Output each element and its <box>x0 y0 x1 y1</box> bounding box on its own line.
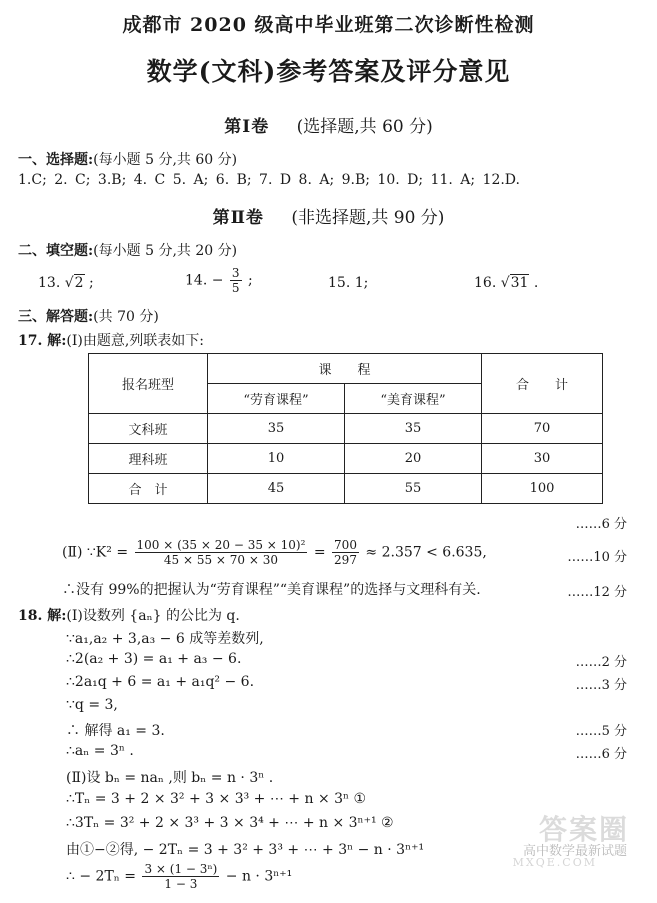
watermark-channel: 高中数学最新试题 <box>522 844 627 859</box>
section-2-title: 二、填空题: <box>18 243 94 259</box>
section-1-title: 一、选择题: <box>18 152 94 168</box>
q18-line-8: ∴Tₙ = 3 + 2 × 3² + 3 × 3³ + ⋯ + n × 3ⁿ ① <box>66 791 367 807</box>
q17-number: 17. 解: <box>18 333 67 349</box>
score-6-q17: ……6 分 <box>575 517 627 532</box>
cell-art: 35 <box>345 414 482 444</box>
cell-labor: 45 <box>208 474 345 504</box>
q18-line-2: ∴2(a₂ + 3) = a₁ + a₃ − 6. <box>66 651 242 667</box>
cell-art: 20 <box>345 444 482 474</box>
q18-heading <box>18 605 240 625</box>
q18-line-3: ∴2a₁q + 6 = a₁ + a₁q² − 6. <box>66 674 255 690</box>
q18-number: 18. 解: <box>18 608 67 624</box>
section-2-heading <box>18 240 237 260</box>
volume-2-name: 第Ⅱ卷 <box>212 208 264 228</box>
table-row <box>89 444 603 474</box>
chi-square-fraction: $\frac{\text{100 × (35 × 20 − 35 × 10)²}}{45 \times 55 \times 70 \times 30}$ <box>136 538 306 567</box>
row-label: 文科班 <box>89 414 208 444</box>
score-12-q17: ……12 分 <box>567 585 627 600</box>
fraction-3-5: $\frac{3}{5}$ <box>231 266 240 295</box>
document-subtitle: 数学(文科)参考答案及评分意见 <box>146 57 511 86</box>
q17-conclusion: ∴没有 99%的把握认为“劳育课程”“美育课程”的选择与文理科有关. <box>62 582 481 598</box>
header-course: 课 程 <box>208 354 482 384</box>
cell-art: 55 <box>345 474 482 504</box>
score-2-q18: ……2 分 <box>575 655 627 670</box>
volume-1-name: 第Ⅰ卷 <box>224 117 270 137</box>
fraction-700-297: $\frac{700}{297}$ <box>334 538 357 567</box>
table-row <box>89 474 603 504</box>
q18-line-9: ∴3Tₙ = 3² + 2 × 3³ + 3 × 3⁴ + ⋯ + n × 3ⁿ⁺¹ ② <box>66 815 394 831</box>
section-3-title: 三、解答题: <box>18 309 94 325</box>
volume-1-heading <box>0 112 657 137</box>
score-6-q18: ……6 分 <box>575 747 627 762</box>
cell-total: 70 <box>482 414 603 444</box>
score-10-q17: ……10 分 <box>567 550 627 565</box>
q18-intro: (Ⅰ)设数列 {aₙ} 的公比为 q. <box>66 608 240 624</box>
header-class-type: 报名班型 <box>89 354 208 414</box>
q17-intro: (Ⅰ)由题意,列联表如下: <box>66 333 205 349</box>
sqrt-31: 31 <box>510 275 529 291</box>
volume-2-heading <box>0 203 657 228</box>
q18-line-11: ∴ − 2Tₙ = $\frac{\text{3 × (1 − 3ⁿ)}}{1 - 3}$ − n · 3ⁿ⁺¹ <box>66 862 293 891</box>
header-total: 合 计 <box>482 354 603 414</box>
section-1-heading <box>18 149 237 169</box>
section-1-note: (每小题 5 分,共 60 分) <box>93 152 238 168</box>
q18-line-5: ∴ 解得 a₁ = 3. <box>66 723 165 739</box>
header-labor-course: “劳育课程” <box>208 384 345 414</box>
header-art-course: “美育课程” <box>345 384 482 414</box>
watermark <box>467 808 637 868</box>
section-3-note: (共 70 分) <box>93 309 159 325</box>
sqrt-2: 2 <box>74 275 84 291</box>
q18-line-7: (Ⅱ)设 bₙ = naₙ ,则 bₙ = n · 3ⁿ . <box>66 770 274 786</box>
watermark-badge: 答案圈 <box>538 813 629 846</box>
geometric-sum-fraction: $\frac{\text{3 × (1 − 3ⁿ)}}{1 - 3}$ <box>144 862 218 891</box>
fill-answer-16: 16. √31 . <box>474 275 539 291</box>
q18-line-4: ∵q = 3, <box>66 697 118 713</box>
q17-heading <box>18 330 204 350</box>
cell-total: 30 <box>482 444 603 474</box>
row-label: 理科班 <box>89 444 208 474</box>
mc-answers: 1.C; 2. C; 3.B; 4. C 5. A; 6. B; 7. D 8. A; 9.B; 10. D; 11. A; 12.D. <box>18 172 520 188</box>
cell-labor: 35 <box>208 414 345 444</box>
contingency-table <box>88 353 603 504</box>
chi-square-formula: (Ⅱ) ∵K² = $\frac{\text{100 × (35 × 20 − 35 × 10)²}}{45 \times 55 \times 70 \times 30}$ = $\frac{700}{297}$ ≈ 2.357 < 6.635, <box>62 538 487 567</box>
score-3-q18: ……3 分 <box>575 678 627 693</box>
section-3-heading <box>18 306 159 326</box>
q18-line-1: ∵a₁,a₂ + 3,a₃ − 6 成等差数列, <box>66 631 264 647</box>
volume-1-note: (选择题,共 60 分) <box>296 117 433 137</box>
table-row <box>89 414 603 444</box>
q18-line-6: ∴aₙ = 3ⁿ . <box>66 743 134 759</box>
section-2-note: (每小题 5 分,共 20 分) <box>93 243 238 259</box>
volume-2-note: (非选择题,共 90 分) <box>291 208 445 228</box>
fill-answer-13: 13. √2 ; <box>38 275 94 291</box>
score-5-q18: ……5 分 <box>575 724 627 739</box>
cell-labor: 10 <box>208 444 345 474</box>
fill-answer-14: 14. − $\frac{3}{5}$ ; <box>185 266 253 295</box>
document-title: 成都市 2020 级高中毕业班第二次诊断性检测 <box>122 14 535 36</box>
watermark-url: MXQE.COM <box>512 856 597 869</box>
cell-total: 100 <box>482 474 603 504</box>
q18-line-10: 由①−②得, − 2Tₙ = 3 + 3² + 3³ + ⋯ + 3ⁿ − n · 3ⁿ⁺¹ <box>66 842 425 858</box>
fill-answer-15: 15. 1; <box>328 275 369 291</box>
row-label: 合 计 <box>89 474 208 504</box>
